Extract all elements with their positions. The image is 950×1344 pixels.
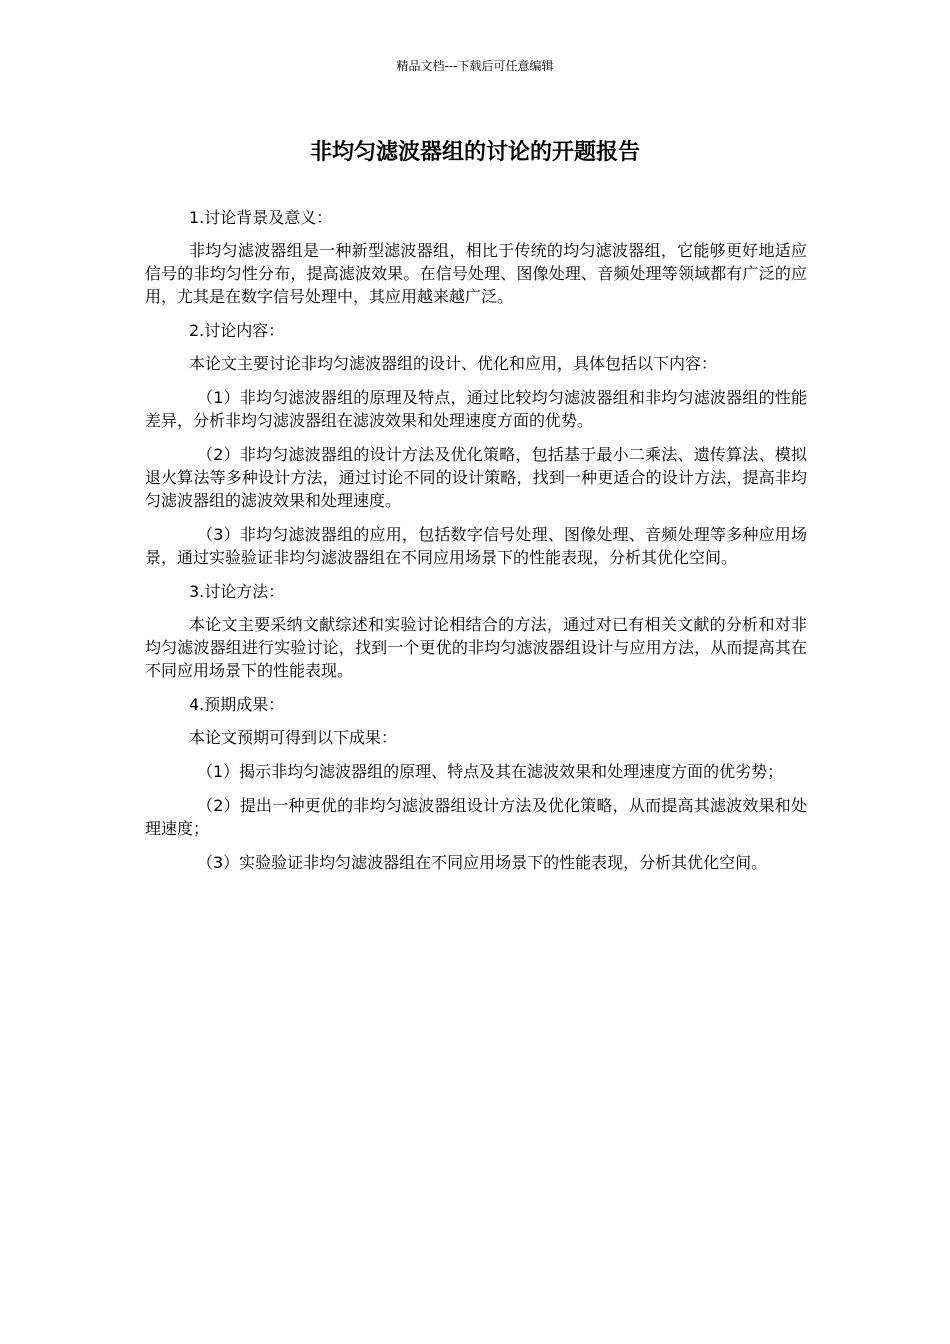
list-item-content-1: （1）非均匀滤波器组的原理及特点，通过比较均匀滤波器组和非均匀滤波器组的性能差异，分析非均匀滤波器组在滤波效果和处理速度方面的优势。 xyxy=(145,388,807,430)
section-heading-results: 4.预期成果： xyxy=(189,695,285,714)
header-note: 精品文档---下载后可任意编辑 xyxy=(396,59,554,73)
document-body xyxy=(145,206,807,885)
list-item-content-3: （3）非均匀滤波器组的应用，包括数字信号处理、图像处理、音频处理等多种应用场景，通过实验验证非均匀滤波器组在不同应用场景下的性能表现，分析其优化空间。 xyxy=(145,525,807,567)
list-item-results-2: （2）提出一种更优的非均匀滤波器组设计方法及优化策略，从而提高其滤波效果和处理速度； xyxy=(145,796,807,838)
section-heading-content: 2.讨论内容： xyxy=(189,321,285,340)
list-item-results-1: （1）揭示非均匀滤波器组的原理、特点及其在滤波效果和处理速度方面的优劣势； xyxy=(197,762,784,781)
document-title: 非均匀滤波器组的讨论的开题报告 xyxy=(309,140,640,165)
paragraph-results-intro: 本论文预期可得到以下成果： xyxy=(189,728,398,747)
list-item-content-2: （2）非均匀滤波器组的设计方法及优化策略，包括基于最小二乘法、遗传算法、模拟退火算法等多种设计方法，通过讨论不同的设计策略，找到一种更适合的设计方法，提高非均匀滤波器组的滤波效果和处理速度。 xyxy=(145,445,807,510)
paragraph-content-intro: 本论文主要讨论非均匀滤波器组的设计、优化和应用，具体包括以下内容： xyxy=(189,354,718,373)
paragraph-method: 本论文主要采纳文献综述和实验讨论相结合的方法，通过对已有相关文献的分析和对非均匀滤波器组进行实验讨论，找到一个更优的非均匀滤波器组设计与应用方法，从而提高其在不同应用场景下的性能表现。 xyxy=(145,615,807,680)
paragraph-background: 非均匀滤波器组是一种新型滤波器组，相比于传统的均匀滤波器组，它能够更好地适应信号的非均匀性分布，提高滤波效果。在信号处理、图像处理、音频处理等领域都有广泛的应用，尤其是在数字信号处理中，其应用越来越广泛。 xyxy=(145,241,807,306)
list-item-results-3: （3）实验验证非均匀滤波器组在不同应用场景下的性能表现，分析其优化空间。 xyxy=(197,853,768,872)
section-heading-method: 3.讨论方法： xyxy=(189,582,285,601)
section-heading-background: 1.讨论背景及意义： xyxy=(189,208,333,227)
